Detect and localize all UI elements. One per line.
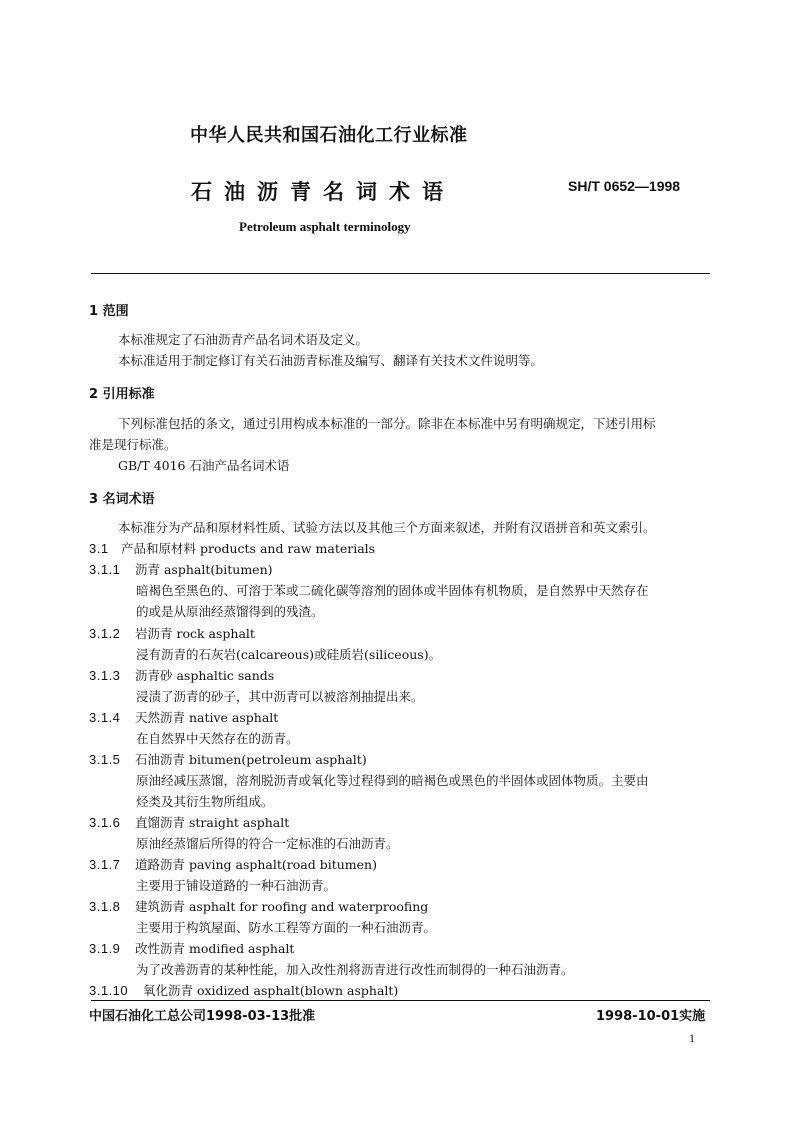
term-title: 改性沥青 modified asphalt (135, 941, 295, 956)
term-3-1-7 (89, 855, 377, 873)
term-title: 沥青砂 asphaltic sands (135, 668, 275, 683)
term-definition: 暗褐色至黑色的、可溶于苯或二硫化碳等溶剂的固体或半固体有机物质，是自然界中天然存在 (136, 583, 649, 598)
subsection-label: 产品和原材料 products and raw materials (121, 541, 376, 556)
term-definition: 主要用于构筑屋面、防水工程等方面的一种石油沥青。 (136, 920, 437, 935)
implementation-date: 1998-10-01实施 (596, 1009, 706, 1024)
term-3-1-5 (89, 750, 367, 768)
english-title: Petroleum asphalt terminology (239, 219, 411, 234)
footer-divider (91, 1000, 710, 1001)
section-1-line: 本标准规定了石油沥青产品名词术语及定义。 (118, 332, 369, 347)
term-definition: 为了改善沥青的某种性能，加入改性剂将沥青进行改性而制得的一种石油沥青。 (136, 962, 574, 977)
term-number: 3.1.10 (89, 983, 129, 998)
term-title: 道路沥青 paving asphalt(road bitumen) (135, 857, 377, 872)
subsection-number: 3.1 (89, 541, 109, 556)
term-3-1-2 (89, 624, 255, 642)
term-title: 建筑沥青 asphalt for roofing and waterproofing (135, 899, 429, 914)
term-definition: 原油经减压蒸馏，溶剂脱沥青或氧化等过程得到的暗褐色或黑色的半固体或固体物质。主要由 (136, 773, 649, 788)
term-definition: 的或是从原油经蒸馏得到的残渣。 (136, 604, 324, 619)
document-title: 石油沥青名词术语 (191, 180, 455, 204)
term-definition: 在自然界中天然存在的沥青。 (136, 731, 299, 746)
term-definition: 烃类及其衍生物所组成。 (136, 794, 274, 809)
term-title: 石油沥青 bitumen(petroleum asphalt) (135, 752, 367, 767)
term-3-1-10 (89, 981, 398, 999)
section-2-line: 下列标准包括的条文，通过引用构成本标准的一部分。除非在本标准中另有明确规定，下述引用标 (118, 416, 656, 431)
term-3-1-8 (89, 897, 428, 915)
term-3-1-1 (89, 560, 273, 578)
term-number: 3.1.6 (89, 815, 121, 830)
section-1-line: 本标准适用于制定修订有关石油沥青标准及编写、翻译有关技术文件说明等。 (118, 353, 544, 368)
section-2-heading: 2 引用标准 (89, 387, 155, 402)
approval-date: 中国石油化工总公司1998-03-13批准 (89, 1009, 316, 1024)
term-number: 3.1.4 (89, 710, 121, 725)
term-3-1-9 (89, 939, 294, 957)
term-number: 3.1.7 (89, 857, 121, 872)
term-title: 岩沥青 rock asphalt (135, 626, 255, 641)
term-definition: 主要用于铺设道路的一种石油沥青。 (136, 878, 337, 893)
term-number: 3.1.9 (89, 941, 121, 956)
section-1-heading: 1 范围 (89, 304, 129, 319)
term-definition: 浸渍了沥青的砂子，其中沥青可以被溶剂抽提出来。 (136, 689, 424, 704)
subsection-3-1 (89, 539, 375, 557)
term-3-1-4 (89, 708, 278, 726)
section-2-line: 准是现行标准。 (89, 437, 177, 452)
term-number: 3.1.1 (89, 562, 121, 577)
term-title: 天然沥青 native asphalt (135, 710, 279, 725)
industry-standard-title: 中华人民共和国石油化工行业标准 (190, 125, 468, 146)
term-number: 3.1.8 (89, 899, 121, 914)
section-3-intro: 本标准分为产品和原材料性质、试验方法以及其他三个方面来叙述，并附有汉语拼音和英文索引。 (118, 520, 656, 535)
term-definition: 浸有沥青的石灰岩(calcareous)或硅质岩(siliceous)。 (136, 647, 442, 662)
page-number: 1 (689, 1031, 695, 1045)
term-definition: 原油经蒸馏后所得的符合一定标准的石油沥青。 (136, 836, 399, 851)
section-3-heading: 3 名词术语 (89, 492, 155, 507)
header-divider (91, 273, 710, 274)
term-3-1-3 (89, 666, 274, 684)
term-3-1-6 (89, 813, 289, 831)
section-2-reference: GB/T 4016 石油产品名词术语 (118, 458, 290, 473)
term-number: 3.1.5 (89, 752, 121, 767)
term-title: 直馏沥青 straight asphalt (135, 815, 290, 830)
standard-code: SH/T 0652—1998 (568, 178, 681, 194)
term-title: 氧化沥青 oxidized asphalt(blown asphalt) (143, 983, 399, 998)
term-number: 3.1.3 (89, 668, 121, 683)
term-number: 3.1.2 (89, 626, 121, 641)
term-title: 沥青 asphalt(bitumen) (135, 562, 273, 577)
